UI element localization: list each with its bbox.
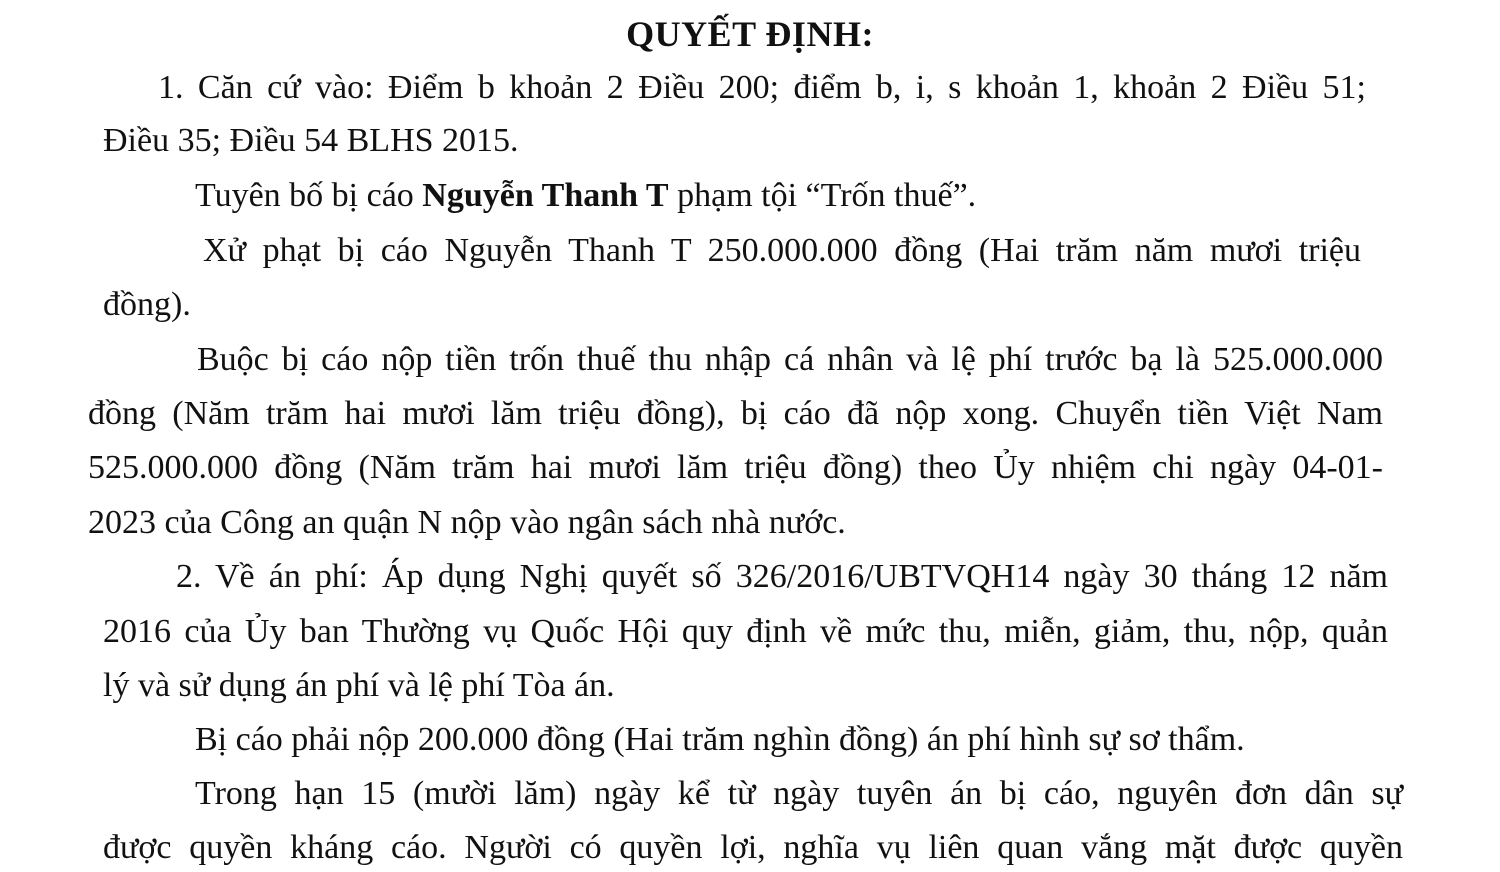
paragraph-line-3 [195, 173, 976, 219]
paragraph-line-12: lý và sử dụng án phí và lệ phí Tòa án. [103, 667, 615, 704]
line-3-text-a: Tuyên bố bị cáo [195, 177, 423, 214]
defendant-name: Nguyễn Thanh T [422, 177, 669, 214]
paragraph-line-14: Trong hạn 15 (mười lăm) ngày kể từ ngày tuyên án bị cáo, nguyên đơn dân sự [195, 775, 1403, 812]
paragraph-line-10: 2. Về án phí: Áp dụng Nghị quyết số 326/2016/UBTVQH14 ngày 30 tháng 12 năm [176, 558, 1388, 595]
paragraph-line-2: Điều 35; Điều 54 BLHS 2015. [103, 122, 519, 159]
paragraph-line-5: đồng). [103, 286, 191, 323]
document-title: QUYẾT ĐỊNH: [626, 14, 874, 54]
paragraph-line-1: 1. Căn cứ vào: Điểm b khoản 2 Điều 200; điểm b, i, s khoản 1, khoản 2 Điều 51; [158, 69, 1366, 106]
line-3-text-c: phạm tội “Trốn thuế”. [668, 177, 977, 214]
paragraph-line-8: 525.000.000 đồng (Năm trăm hai mươi lăm triệu đồng) theo Ủy nhiệm chi ngày 04-01- [88, 449, 1383, 486]
paragraph-line-6: Buộc bị cáo nộp tiền trốn thuế thu nhập cá nhân và lệ phí trước bạ là 525.000.000 [197, 341, 1383, 378]
paragraph-line-9: 2023 của Công an quận N nộp vào ngân sách nhà nước. [88, 504, 846, 541]
paragraph-line-7: đồng (Năm trăm hai mươi lăm triệu đồng), bị cáo đã nộp xong. Chuyển tiền Việt Nam [88, 395, 1383, 432]
paragraph-line-13: Bị cáo phải nộp 200.000 đồng (Hai trăm nghìn đồng) án phí hình sự sơ thẩm. [195, 721, 1245, 758]
paragraph-line-15: được quyền kháng cáo. Người có quyền lợi, nghĩa vụ liên quan vắng mặt được quyền [103, 829, 1403, 866]
paragraph-line-11: 2016 của Ủy ban Thường vụ Quốc Hội quy định về mức thu, miễn, giảm, thu, nộp, quản [103, 613, 1388, 650]
paragraph-line-4: Xử phạt bị cáo Nguyễn Thanh T 250.000.000 đồng (Hai trăm năm mươi triệu [203, 232, 1361, 269]
